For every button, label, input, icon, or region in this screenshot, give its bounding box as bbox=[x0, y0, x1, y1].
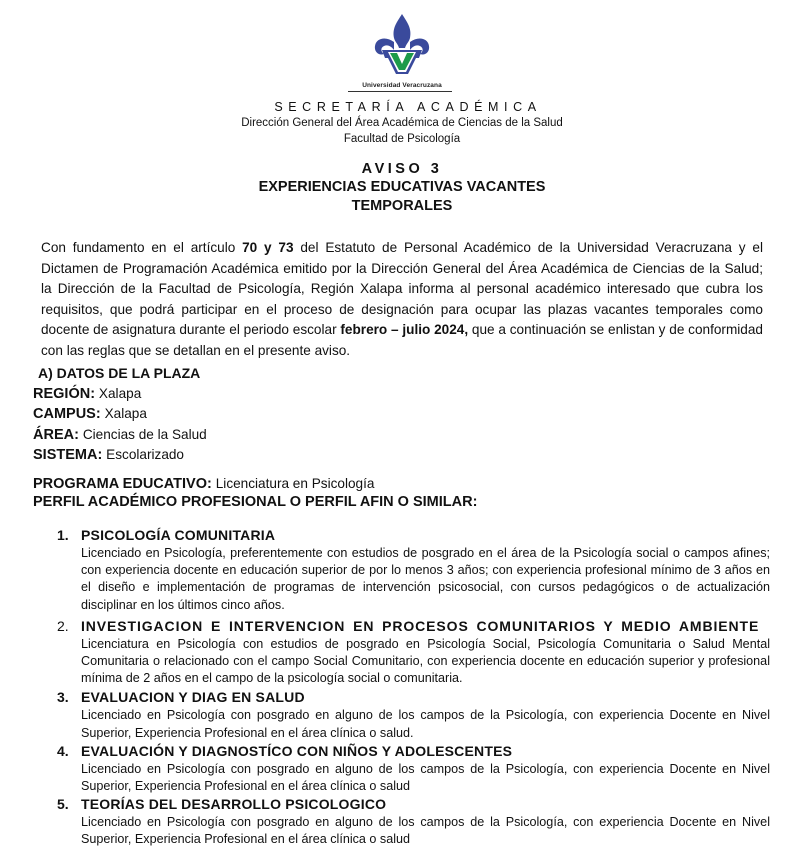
item-number: 4. bbox=[57, 742, 69, 759]
field-region bbox=[33, 384, 773, 405]
item-description: Licenciatura en Psicología con estudios de posgrado en Psicología Social, Psicología Comunitaria o Salud Mental Comunitaria o relacionado con el campo Social Comunitario, con experiencia docente en educación superior y profesional mínima de 2 años en el campo de la psicología social o comunitaria. bbox=[81, 636, 770, 686]
field-campus bbox=[33, 404, 773, 425]
item-title: INVESTIGACION E INTERVENCION EN PROCESOS COMUNITARIOS Y MEDIO AMBIENTE bbox=[81, 617, 760, 634]
item-number: 1. bbox=[57, 527, 69, 543]
field-label: ÁREA: bbox=[33, 426, 79, 443]
intro-articles: 70 y 73 bbox=[242, 240, 294, 255]
datos-plaza-title: A) DATOS DE LA PLAZA bbox=[38, 365, 201, 381]
university-logo bbox=[344, 12, 460, 96]
secretaria-heading: SECRETARÍA ACADÉMICA bbox=[274, 100, 542, 114]
field-value: Escolarizado bbox=[106, 447, 184, 463]
field-area bbox=[33, 425, 773, 446]
item-title: EVALUACIÓN Y DIAGNOSTÍCO CON NIÑOS Y ADOLESCENTES bbox=[81, 742, 513, 759]
item-description: Licenciado en Psicología con posgrado en alguno de los campos de la Psicología, con experiencia Docente en Nivel Superior, Experiencia Profesional en el área clínica o salud bbox=[81, 815, 770, 847]
field-label: SISTEMA: bbox=[33, 447, 103, 464]
document-title-line2: TEMPORALES bbox=[351, 198, 453, 214]
item-title: EVALUACION Y DIAG EN SALUD bbox=[81, 689, 305, 706]
datos-plaza-section bbox=[33, 364, 773, 466]
field-label: CAMPUS: bbox=[33, 406, 101, 423]
perfil-list bbox=[53, 526, 770, 849]
aviso-number: AVISO 3 bbox=[361, 161, 443, 177]
list-item bbox=[53, 742, 770, 795]
field-sistema bbox=[33, 445, 773, 466]
item-description: Licenciado en Psicología con posgrado en alguno de los campos de la Psicología, con experiencia Docente en Nivel Superior, Experiencia Profesional en el área clínica o salud. bbox=[81, 708, 770, 740]
fleur-de-lis-v-icon bbox=[372, 12, 432, 78]
item-number: 5. bbox=[57, 796, 69, 813]
item-number: 2. bbox=[57, 617, 69, 634]
document-title-line1: EXPERIENCIAS EDUCATIVAS VACANTES bbox=[258, 179, 546, 195]
logo-caption: Universidad Veracruzana bbox=[362, 82, 442, 89]
perfil-heading: PERFIL ACADÉMICO PROFESIONAL O PERFIL AFIN O SIMILAR: bbox=[33, 494, 478, 510]
intro-text-1: Con fundamento en el artículo bbox=[41, 240, 243, 255]
item-title: PSICOLOGÍA COMUNITARIA bbox=[81, 527, 276, 543]
programa-section bbox=[33, 474, 773, 511]
intro-text-3: que a continuación se enlistan y de conformidad con las reglas que se detallan en el presente aviso. bbox=[41, 322, 763, 358]
field-label: REGIÓN: bbox=[33, 385, 96, 402]
field-value: Xalapa bbox=[104, 406, 147, 422]
programa-value: Licenciatura en Psicología bbox=[215, 476, 375, 491]
list-item bbox=[53, 617, 770, 688]
direccion-heading: Dirección General del Área Académica de Ciencias de la Salud bbox=[241, 117, 563, 129]
list-item bbox=[53, 795, 770, 848]
facultad-heading: Facultad de Psicología bbox=[343, 133, 461, 145]
field-value: Xalapa bbox=[98, 385, 142, 401]
logo-underline bbox=[348, 91, 452, 92]
intro-paragraph bbox=[41, 238, 763, 362]
intro-text-2: del Estatuto de Personal Académico de la Universidad Veracruzana y el Dictamen de Programación Académica emitido por la Dirección General del Área Académica de Ciencias de la Salud; la Dirección de la Facultad de Psicología, Región Xalapa informa al personal académico interesado que cubra los requisitos, que podrá participar en el proceso de designación para ocupar las plazas vacantes temporales como docente de asignatura durante el periodo escolar bbox=[41, 240, 763, 338]
programa-educativo bbox=[33, 474, 773, 493]
list-item bbox=[53, 526, 770, 614]
item-description: Licenciado en Psicología, preferentemente con estudios de posgrado en el área de la Psicología social o campos afines; con experiencia docente en educación superior de por lo menos 3 años; con experiencia profesional mínimo de 3 años en el diseño e implementación de programas de intervención psicosocial, con cursos pedagógicos o de actualización disciplinar en los últimos cinco años. bbox=[81, 546, 770, 612]
list-item bbox=[53, 688, 770, 741]
intro-period: febrero – julio 2024, bbox=[340, 322, 469, 338]
item-description: Licenciado en Psicología con posgrado en alguno de los campos de la Psicología, con experiencia Docente en Nivel Superior, Experiencia Profesional en el área clínica o salud bbox=[81, 761, 770, 794]
programa-label: PROGRAMA EDUCATIVO: bbox=[33, 476, 212, 492]
field-value: Ciencias de la Salud bbox=[82, 426, 207, 442]
item-title: TEORÍAS DEL DESARROLLO PSICOLOGICO bbox=[81, 796, 387, 813]
item-number: 3. bbox=[57, 689, 69, 706]
